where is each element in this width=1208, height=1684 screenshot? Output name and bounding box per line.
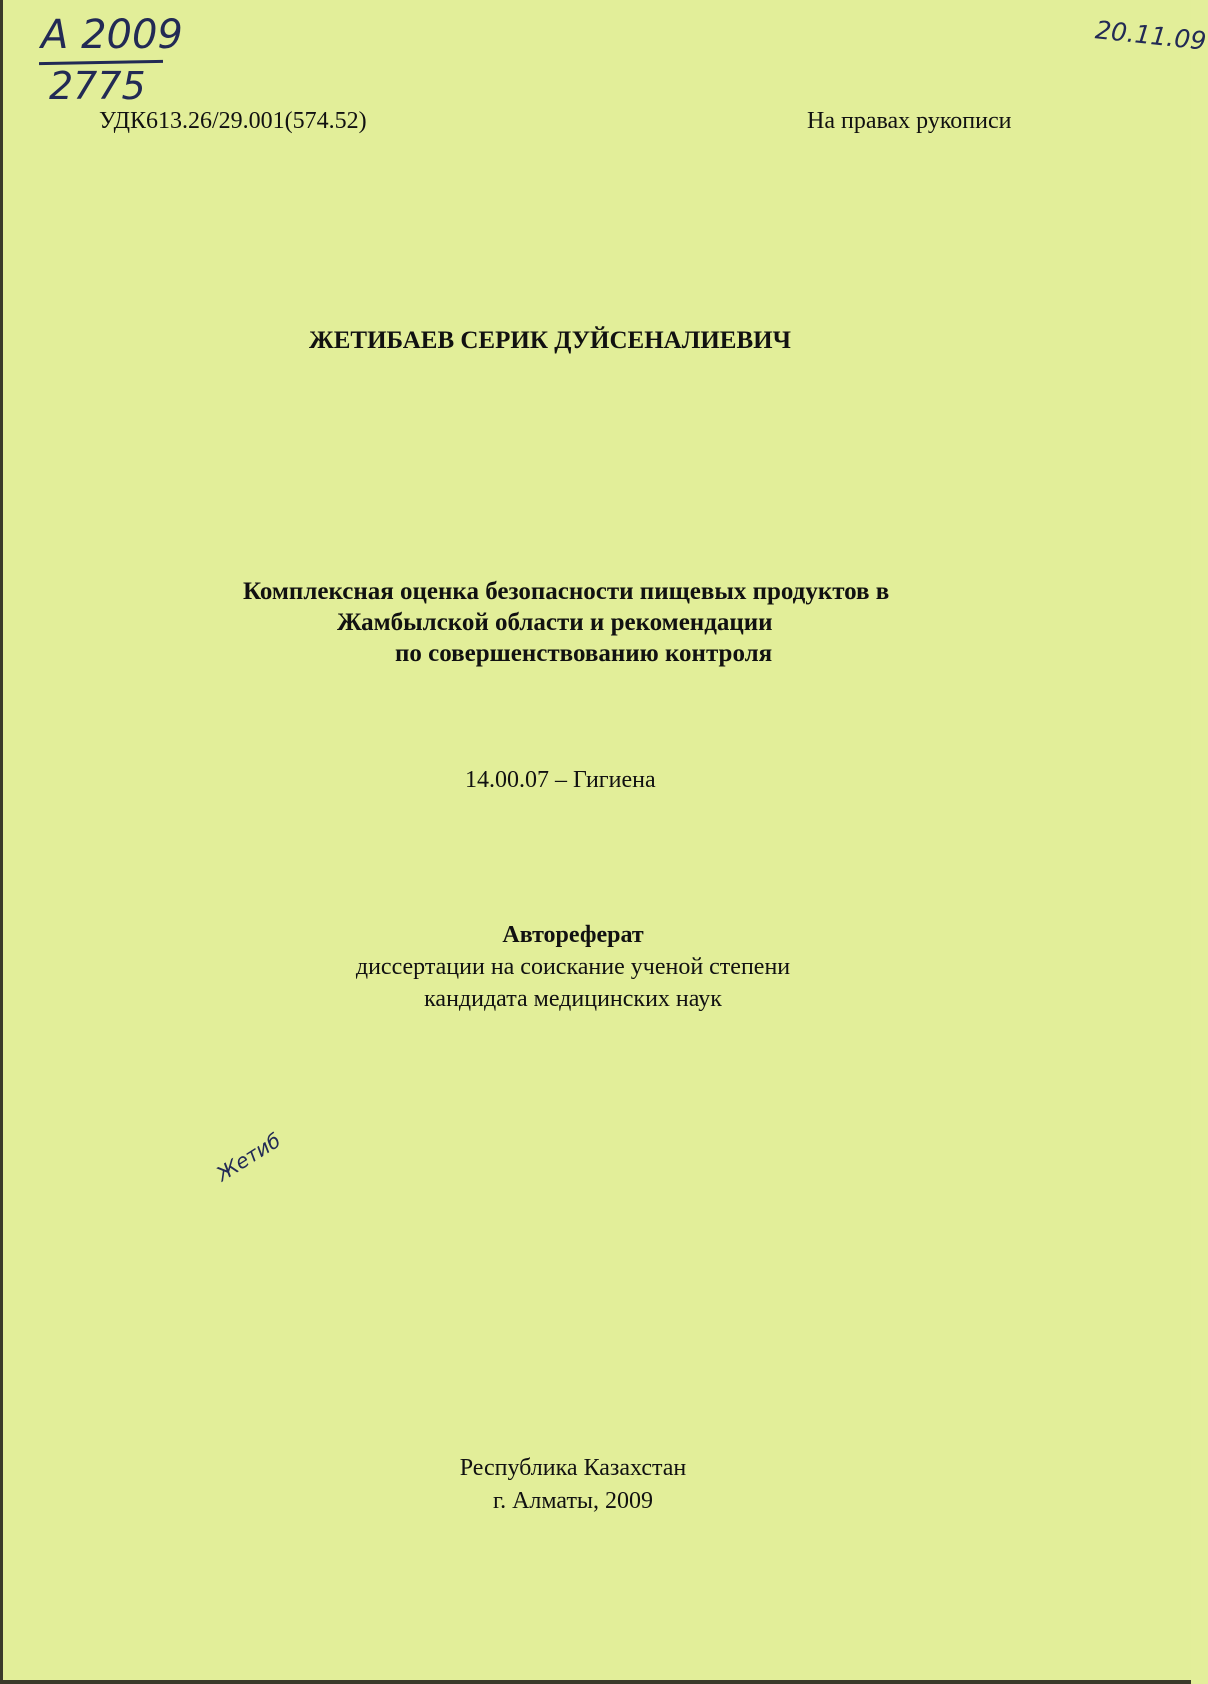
handwritten-signature-text: Жетиб [212, 1128, 285, 1186]
abstract-line-2: кандидата медицинских наук [424, 986, 722, 1012]
handwritten-date-text: 20.11.09 [1093, 15, 1208, 56]
publication-country: Республика Казахстан [459, 1455, 687, 1481]
handwritten-archive-code-text: А 2009 [41, 12, 183, 58]
handwritten-archive-number-text: 2775 [49, 64, 146, 108]
author-name [309, 324, 791, 358]
dissertation-title [243, 576, 889, 607]
rights-notice-text: На правах рукописи [807, 108, 1012, 134]
title-line-3: по совершенствованию контроля [395, 640, 773, 667]
udk-code [99, 105, 367, 137]
dissertation-title-line-2 [337, 607, 773, 638]
publication-place [423, 1452, 723, 1518]
handwritten-archive-code [41, 14, 183, 56]
title-line-2: Жамбылской области и рекомендации [337, 609, 773, 636]
handwritten-signature [213, 1129, 285, 1185]
dissertation-title-line-3 [395, 638, 772, 669]
author-name-text: ЖЕТИБАЕВ СЕРИК ДУЙСЕНАЛИЕВИЧ [309, 327, 791, 354]
abstract-line-1: диссертации на соискание ученой степени [355, 954, 791, 980]
specialty-text: 14.00.07 – Гигиена [465, 767, 656, 793]
rights-notice [807, 105, 1011, 137]
title-line-1: Комплексная оценка безопасности пищевых продуктов в [243, 578, 890, 605]
specialty [465, 764, 656, 796]
udk-code-text: УДК613.26/29.001(574.52) [99, 108, 367, 134]
publication-city-year: г. Алматы, 2009 [492, 1488, 654, 1514]
abstract-heading: Автореферат [502, 922, 644, 948]
abstract-block [303, 919, 843, 1015]
handwritten-date [1094, 16, 1208, 55]
handwritten-archive-number [49, 66, 146, 106]
